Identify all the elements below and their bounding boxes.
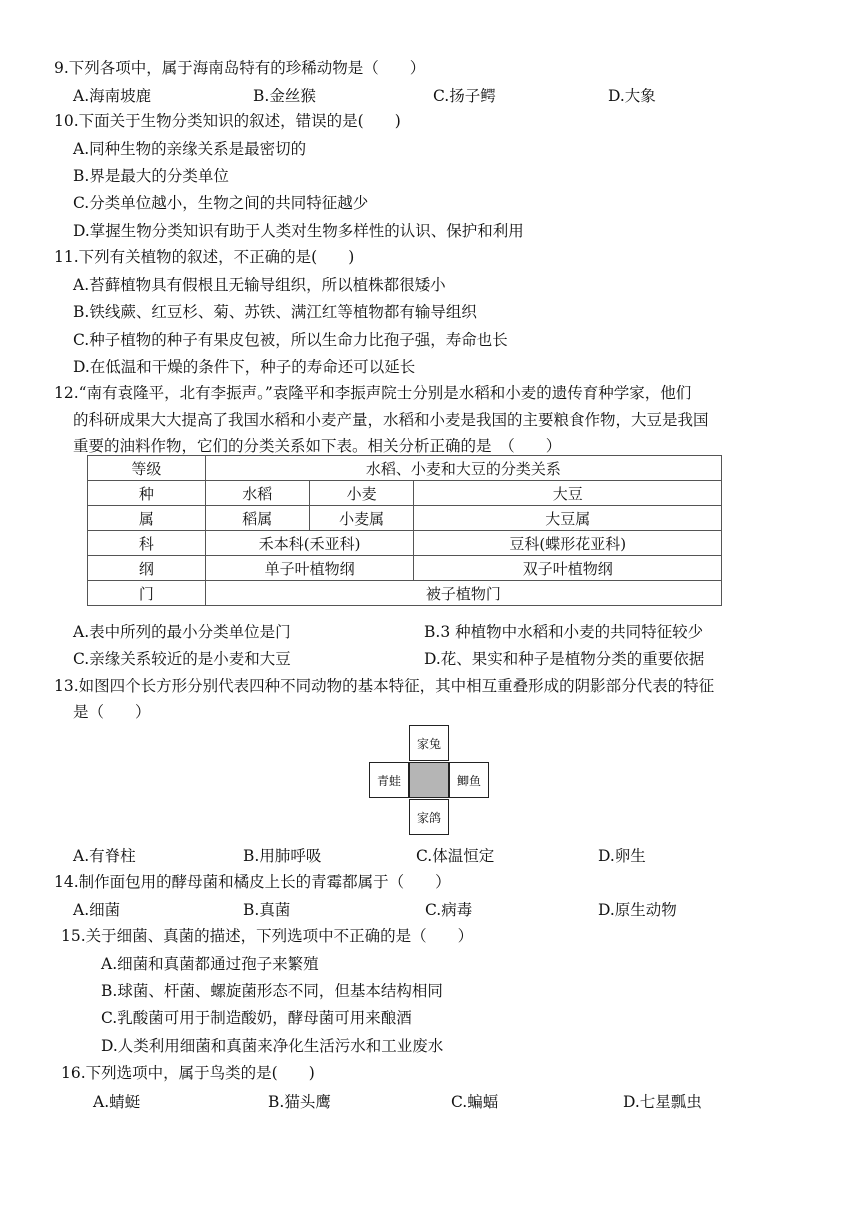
table-cell: 小麦 bbox=[309, 481, 414, 506]
question-12-stem-line-3: 重要的油料作物，它们的分类关系如下表。相关分析正确的是 （ ） bbox=[73, 437, 562, 455]
table-cell: 被子植物门 bbox=[205, 581, 721, 606]
question-13-stem-line-2: 是（ ） bbox=[73, 703, 151, 721]
q15-option-c[interactable]: C.乳酸菌可用于制造酸奶，酵母菌可用来酿酒 bbox=[101, 1009, 412, 1027]
question-12-stem-line-1: 12.“南有袁隆平，北有李振声。”袁隆平和李振声院士分别是水稻和小麦的遗传育种学家，他们 bbox=[54, 384, 692, 402]
q13-option-c[interactable]: C.体温恒定 bbox=[416, 847, 495, 865]
table-cell: 禾本科(禾亚科) bbox=[205, 531, 414, 556]
question-15-stem: 15.关于细菌、真菌的描述，下列选项中不正确的是（ ） bbox=[61, 927, 474, 945]
table-cell: 水稻 bbox=[205, 481, 309, 506]
q10-option-b[interactable]: B.界是最大的分类单位 bbox=[73, 167, 229, 185]
q12-option-a[interactable]: A.表中所列的最小分类单位是门 bbox=[73, 623, 291, 641]
table-cell: 大豆属 bbox=[414, 506, 722, 531]
q16-option-a[interactable]: A.蜻蜓 bbox=[93, 1093, 141, 1111]
q14-option-b[interactable]: B.真菌 bbox=[243, 901, 291, 919]
table-cell: 豆科(蝶形花亚科) bbox=[414, 531, 722, 556]
question-13-stem-line-1: 13.如图四个长方形分别代表四种不同动物的基本特征，其中相互重叠形成的阴影部分代表的特征 bbox=[54, 677, 715, 695]
q9-option-b[interactable]: B.金丝猴 bbox=[253, 87, 316, 105]
label-crucian-carp: 鲫鱼 bbox=[449, 762, 489, 798]
question-10-stem: 10.下面关于生物分类知识的叙述，错误的是( ) bbox=[54, 112, 401, 130]
q11-option-d[interactable]: D.在低温和干燥的条件下，种子的寿命还可以延长 bbox=[73, 358, 416, 376]
table-cell: 双子叶植物纲 bbox=[414, 556, 722, 581]
q14-option-c[interactable]: C.病毒 bbox=[425, 901, 473, 919]
q16-option-d[interactable]: D.七星瓢虫 bbox=[623, 1093, 702, 1111]
q13-option-b[interactable]: B.用肺呼吸 bbox=[243, 847, 322, 865]
classification-table bbox=[87, 455, 722, 606]
q14-option-d[interactable]: D.原生动物 bbox=[598, 901, 677, 919]
q12-option-b[interactable]: B.3 种植物中水稻和小麦的共同特征较少 bbox=[424, 623, 704, 641]
question-14-stem: 14.制作面包用的酵母菌和橘皮上长的青霉都属于（ ） bbox=[54, 873, 451, 891]
table-header-row bbox=[88, 456, 722, 481]
table-row-class bbox=[88, 556, 722, 581]
q12-option-d[interactable]: D.花、果实和种子是植物分类的重要依据 bbox=[424, 650, 705, 668]
q10-option-a[interactable]: A.同种生物的亲缘关系是最密切的 bbox=[73, 140, 307, 158]
q13-option-d[interactable]: D.卵生 bbox=[598, 847, 646, 865]
shaded-overlap bbox=[409, 762, 449, 798]
table-header-relation: 水稻、小麦和大豆的分类关系 bbox=[205, 456, 721, 481]
question-11-stem: 11.下列有关植物的叙述，不正确的是( ) bbox=[54, 248, 355, 266]
table-cell: 属 bbox=[88, 506, 206, 531]
q12-option-c[interactable]: C.亲缘关系较近的是小麦和大豆 bbox=[73, 650, 291, 668]
table-cell: 单子叶植物纲 bbox=[205, 556, 414, 581]
table-cell: 科 bbox=[88, 531, 206, 556]
q11-option-c[interactable]: C.种子植物的种子有果皮包被，所以生命力比孢子强，寿命也长 bbox=[73, 331, 508, 349]
q9-option-c[interactable]: C.扬子鳄 bbox=[433, 87, 496, 105]
q11-option-a[interactable]: A.苔藓植物具有假根且无输导组织，所以植株都很矮小 bbox=[73, 276, 446, 294]
q13-option-a[interactable]: A.有脊柱 bbox=[73, 847, 136, 865]
table-cell: 小麦属 bbox=[309, 506, 414, 531]
table-cell: 稻属 bbox=[205, 506, 309, 531]
q15-option-b[interactable]: B.球菌、杆菌、螺旋菌形态不同，但基本结构相同 bbox=[101, 982, 443, 1000]
question-12-stem-line-2: 的科研成果大大提高了我国水稻和小麦产量，水稻和小麦是我国的主要粮食作物，大豆是我国 bbox=[73, 411, 709, 429]
q14-option-a[interactable]: A.细菌 bbox=[73, 901, 121, 919]
q10-option-c[interactable]: C.分类单位越小，生物之间的共同特征越少 bbox=[73, 194, 369, 212]
q15-option-a[interactable]: A.细菌和真菌都通过孢子来繁殖 bbox=[101, 955, 319, 973]
table-cell: 大豆 bbox=[414, 481, 722, 506]
table-row-genus bbox=[88, 506, 722, 531]
label-frog: 青蛙 bbox=[369, 762, 409, 798]
table-row-family bbox=[88, 531, 722, 556]
q9-option-d[interactable]: D.大象 bbox=[608, 87, 656, 105]
animal-feature-diagram bbox=[369, 725, 489, 837]
question-16-stem: 16.下列选项中，属于鸟类的是( ) bbox=[61, 1064, 315, 1082]
table-cell: 种 bbox=[88, 481, 206, 506]
q16-option-c[interactable]: C.蝙蝠 bbox=[451, 1093, 499, 1111]
q16-option-b[interactable]: B.猫头鹰 bbox=[268, 1093, 331, 1111]
q9-option-a[interactable]: A.海南坡鹿 bbox=[73, 87, 152, 105]
q11-option-b[interactable]: B.铁线蕨、红豆杉、菊、苏铁、满江红等植物都有输导组织 bbox=[73, 303, 477, 321]
q15-option-d[interactable]: D.人类利用细菌和真菌来净化生活污水和工业废水 bbox=[101, 1037, 444, 1055]
table-cell: 门 bbox=[88, 581, 206, 606]
table-header-rank: 等级 bbox=[88, 456, 206, 481]
q10-option-d[interactable]: D.掌握生物分类知识有助于人类对生物多样性的认识、保护和利用 bbox=[73, 222, 524, 240]
table-row-phylum bbox=[88, 581, 722, 606]
question-9-stem: 9.下列各项中，属于海南岛特有的珍稀动物是（ ） bbox=[54, 59, 426, 77]
label-rabbit: 家兔 bbox=[409, 725, 449, 761]
label-pigeon: 家鸽 bbox=[409, 799, 449, 835]
table-cell: 纲 bbox=[88, 556, 206, 581]
table-row-species bbox=[88, 481, 722, 506]
